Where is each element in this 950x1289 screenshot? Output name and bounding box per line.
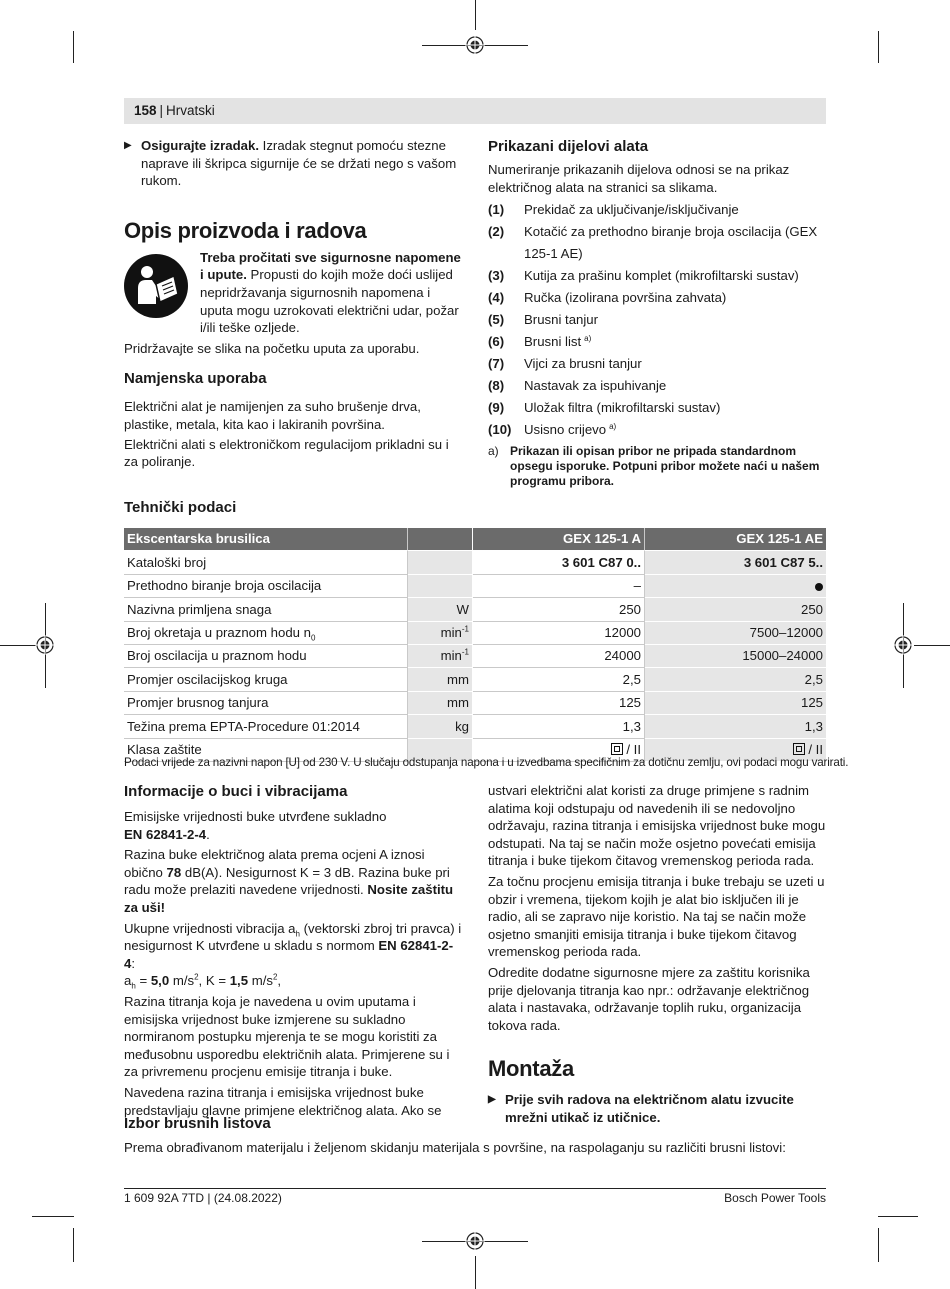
component-number: (6) — [488, 334, 505, 350]
registration-mark-icon — [465, 35, 485, 55]
component-number: (10) — [488, 422, 512, 438]
component-item — [488, 397, 826, 419]
header-model-a: GEX 125-1 A — [473, 528, 645, 551]
cell-unit: kg — [408, 715, 473, 738]
component-label: Uložak filtra (mikrofiltarski sustav) — [524, 400, 721, 416]
footer-rule — [124, 1188, 826, 1189]
crop-mark — [0, 645, 36, 646]
section-title-components: Prikazani dijelovi alata — [488, 138, 649, 155]
cell-label: Težina prema EPTA-Procedure 01:2014 — [124, 715, 408, 738]
cell-model-ae: / II — [645, 739, 826, 762]
table-row — [124, 598, 826, 621]
crop-mark — [475, 1256, 476, 1289]
note-figures: Pridržavajte se slika na početku uputa za uporabu. — [124, 340, 420, 356]
component-item — [488, 221, 826, 265]
crop-mark — [73, 31, 74, 63]
registration-mark-icon — [893, 635, 913, 655]
cell-model-ae: 2,5 — [645, 668, 826, 691]
crop-mark — [878, 31, 879, 63]
cell-label: Promjer oscilacijskog kruga — [124, 668, 408, 691]
component-item — [488, 419, 826, 441]
component-number: (1) — [488, 202, 505, 218]
cell-model-a: 24000 — [473, 645, 645, 668]
cell-model-ae: 1,3 — [645, 715, 826, 738]
cell-model-a: 12000 — [473, 622, 645, 645]
cell-model-ae — [645, 575, 826, 598]
triangle-bullet-icon: ▶ — [124, 140, 132, 151]
component-item — [488, 287, 826, 309]
intended-use-p1: Električni alat je namijenjen za suho brušenje drva, plastike, metala, kita kao i lakiranih površina. — [124, 399, 421, 432]
component-label: Brusni tanjur — [524, 312, 599, 328]
noise-p1: Emisijske vrijednosti buke utvrđene sukladno EN 62841-2-4. — [124, 809, 387, 842]
noise-r1: ustvari električni alat koristi za druge primjene s radnim alatima koji odstupaju od navedenih ili se nedovoljno održavaju, razina titranja i emisijska vrijednost buke mogu odstupati. Na taj se način može osjetno povećati emisija titranja i buke tijekom čitavog vremenskog perioda rada. — [488, 783, 826, 869]
component-number: (9) — [488, 400, 505, 416]
component-item — [488, 353, 826, 375]
noise-p3: Ukupne vrijednosti vibracija $a_h$ (vektorski zbroj tri pravca) i nesigurnost K utvrđene u skladu s normom EN 62841-2-4: $a_h = 5,0$ $m/s^2$, K = 1,5 $m/s^2$, — [124, 920, 462, 991]
cell-label: Broj oscilacija u praznom hodu — [124, 645, 408, 668]
cell-model-ae: 250 — [645, 598, 826, 621]
component-label: Vijci za brusni tanjur — [524, 356, 642, 372]
component-label: Brusni list $^{a)}$ — [524, 333, 592, 350]
header-unit — [408, 528, 473, 551]
cell-label: Nazivna primljena snaga — [124, 598, 408, 621]
cell-label: Prethodno biranje broja oscilacija — [124, 575, 408, 598]
component-label: Prekidač za uključivanje/isključivanje — [524, 202, 739, 218]
cell-model-a: / II — [473, 739, 645, 762]
cell-model-ae: 3 601 C87 5.. — [645, 551, 826, 574]
component-label: Nastavak za ispuhivanje — [524, 378, 667, 394]
noise-p5: Razina titranja koja je navedena u ovim uputama i emisijska vrijednost buke izmjerene su sukladno normiranom postupku mjerenja te se mogu koristiti za međusobnu usporedbu električnih alata. Primjerene su i za privremenu procjenu emisije titranja i buke. — [124, 993, 450, 1080]
header-separator: | — [159, 103, 164, 118]
cell-unit — [408, 551, 473, 574]
components-intro: Numeriranje prikazanih dijelova odnosi se na prikaz električnog alata na stranici sa slikama. — [488, 162, 790, 195]
cell-model-a: 125 — [473, 692, 645, 715]
cell-unit: $\min^{-1}$ — [408, 622, 473, 645]
section-title-assembly: Montaža — [488, 1056, 574, 1082]
component-label: Kutija za prašinu komplet (mikrofiltarski sustav) — [524, 268, 799, 284]
noise-r2: Za točnu procjenu emisija titranja i buke trebaju se uzeti u obzir i vremena, tijekom kojih je alat bio isključen ili je radio, ali se zapravo nije koristio. Na taj se način može osjetno smanjiti emisija titranja i buke tijekom čitavog vremenskog perioda rada. — [488, 873, 825, 960]
cell-label: Promjer brusnog tanjura — [124, 692, 408, 715]
noise-left-column — [124, 782, 462, 1119]
cell-unit: $\min^{-1}$ — [408, 645, 473, 668]
table-row — [124, 668, 826, 691]
protection-class-ii-icon — [611, 743, 623, 755]
table-row — [124, 622, 826, 645]
triangle-bullet-icon: ▶ — [488, 1094, 496, 1106]
cell-unit: mm — [408, 692, 473, 715]
component-item — [488, 331, 826, 353]
section-title-tech: Tehnički podaci — [124, 499, 237, 516]
component-number: (5) — [488, 312, 505, 328]
table-row — [124, 692, 826, 715]
noise-r3: Odredite dodatne sigurnosne mjere za zaštitu korisnika prije djelovanja titranja kao npr.: održavanje električnog alata i nastavaka, održavanje toplih ruku, organizacija tokova rada. — [488, 964, 810, 1033]
header-bar — [124, 98, 826, 124]
left-column-top — [124, 137, 462, 471]
cell-unit: mm — [408, 668, 473, 691]
component-number: (4) — [488, 290, 505, 306]
section-title-sanding: Izbor brusnih listova — [124, 1115, 271, 1132]
noise-p2: Razina buke električnog alata prema ocjeni A iznosi obično 78 dB(A). Nesigurnost K = 3 dB. Razina buke pri radu može prelaziti navedene vrijednosti. Nosite zaštitu za uši! — [124, 847, 454, 915]
component-label: Ručka (izolirana površina zahvata) — [524, 290, 727, 306]
cell-unit — [408, 575, 473, 598]
component-number: (7) — [488, 356, 505, 372]
warning-text: Treba pročitati sve sigurnosne napomene i upute. Propusti do kojih može doći uslijed nepridržavanja sigurnosnih napomena i uputa mogu uzrokovati električni udar, požar i/ili teške ozljede. — [200, 249, 461, 336]
component-item — [488, 309, 826, 331]
section-title-product: Opis proizvoda i radova — [124, 217, 367, 243]
footer-doc-id: 1 609 92A 7TD | (24.08.2022) — [124, 1191, 282, 1205]
cell-model-ae: 15000–24000 — [645, 645, 826, 668]
component-number: (2) — [488, 224, 505, 240]
sanding-text: Prema obrađivanom materijalu i željenom skidanju materijala s površine, na raspolaganju su različiti brusni listovi: — [124, 1140, 786, 1155]
crop-mark — [878, 1228, 879, 1262]
component-number: (3) — [488, 268, 505, 284]
cell-model-a: 250 — [473, 598, 645, 621]
right-column-top — [488, 137, 826, 489]
header-label: Ekscentarska brusilica — [124, 528, 408, 551]
intended-use-p2: Električni alati s elektroničkom regulacijom prikladni su i za poliranje. — [124, 436, 449, 470]
cell-label: Klasa zaštite — [124, 739, 408, 762]
component-number: (8) — [488, 378, 505, 394]
cell-label: Broj okretaja u praznom hodu $n_0$ — [124, 622, 408, 645]
section-title-intended-use: Namjenska uporaba — [124, 370, 267, 388]
crop-mark — [73, 1228, 74, 1262]
cell-model-ae: 7500–12000 — [645, 622, 826, 645]
cell-model-a: 3 601 C87 0.. — [473, 551, 645, 574]
component-item — [488, 265, 826, 287]
cell-model-a: 2,5 — [473, 668, 645, 691]
table-row — [124, 645, 826, 668]
component-item — [488, 199, 826, 221]
component-label: Usisno crijevo $^{a)}$ — [524, 421, 617, 438]
footer-brand: Bosch Power Tools — [724, 1191, 826, 1205]
cell-model-ae: 125 — [645, 692, 826, 715]
cell-model-a: 1,3 — [473, 715, 645, 738]
cell-unit: W — [408, 598, 473, 621]
page-header — [134, 102, 215, 120]
section-title-noise: Informacije o buci i vibracijama — [124, 783, 348, 800]
header-model-ae: GEX 125-1 AE — [645, 528, 826, 551]
table-header-row — [124, 528, 826, 551]
component-label: Kotačić za prethodno biranje broja oscilacija (GEX 125-1 AE) — [524, 224, 818, 262]
components-list — [488, 199, 826, 441]
registration-mark-icon — [35, 635, 55, 655]
noise-right-column — [488, 782, 826, 1127]
crop-mark — [475, 0, 476, 30]
crop-mark — [914, 645, 950, 646]
tech-data-table — [124, 528, 826, 762]
tech-note: Podaci vrijede za nazivni napon [U] od 230 V. U slučaju odstupanja napona i u izvedbama specifičnim za dotičnu zemlju, ovi podaci mogu varirati. — [124, 756, 849, 769]
read-manual-icon — [124, 254, 188, 318]
components-footnote: a) Prikazan ili opisan pribor ne pripada standardnom opsegu isporuke. Potpuni pribor možete naći u našem programu pribora. — [488, 444, 820, 489]
table-row — [124, 551, 826, 574]
cell-model-a: – — [473, 575, 645, 598]
table-row — [124, 715, 826, 738]
warning-block — [124, 249, 462, 337]
crop-mark — [32, 1216, 74, 1217]
page-number: 158 — [134, 103, 157, 118]
table-row — [124, 575, 826, 598]
protection-class-ii-icon — [793, 743, 805, 755]
assembly-bullet: ▶ Prije svih radova na električnom alatu izvucite mrežni utikač iz utičnice. — [488, 1092, 794, 1125]
bullet-secure-workpiece: ▶ Osigurajte izradak. Izradak stegnut pomoću stezne naprave ili škripca sigurnije će se držati nego s vašom rukom. — [124, 138, 457, 189]
feature-dot-icon — [815, 583, 823, 591]
component-item — [488, 375, 826, 397]
header-language: Hrvatski — [166, 103, 215, 118]
cell-label: Kataloški broj — [124, 551, 408, 574]
registration-mark-icon — [465, 1231, 485, 1251]
noise-p6: Navedena razina titranja i emisijska vrijednost buke predstavljaju glavne primjene električnog alata. Ako se — [124, 1084, 442, 1118]
crop-mark — [878, 1216, 918, 1217]
